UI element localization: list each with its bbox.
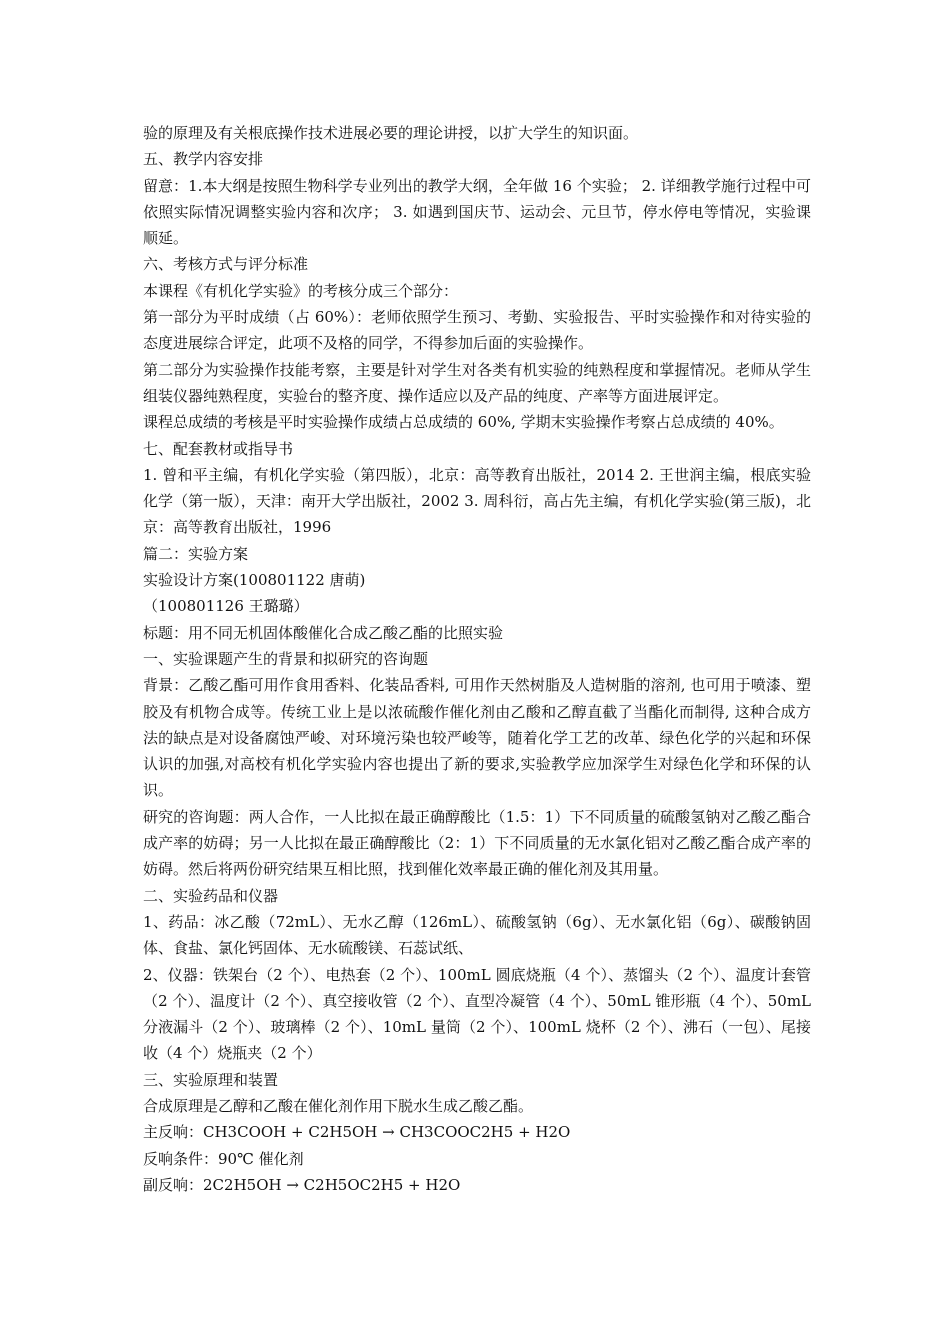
section-heading-background: 一、实验课题产生的背景和拟研究的咨询题 [143, 649, 429, 668]
textbook-list: 1. 曾和平主编，有机化学实验（第四版），北京：高等教育出版社，2014 2. 王世润主编，根底实验化学（第一版），天津：南开大学出版社，2002 3. 周科衍，高占先主编，有机化学实验(第三版)，北京：高等教育出版社，1996 [143, 465, 811, 537]
assessment-intro: 本课程《有机化学实验》的考核分成三个部分： [143, 281, 459, 300]
note-paragraph: 留意：1.本大纲是按照生物科学专业列出的教学大纲，全年做 16 个实验； 2. 详细教学施行过程中可依照实际情况调整实验内容和次序； 3. 如遇到国庆节、运动会、元旦节，停水停电等情况，实验课顺延。 [143, 176, 811, 248]
section-heading-textbooks: 七、配套教材或指导书 [143, 439, 294, 458]
section-heading-teaching-content: 五、教学内容安排 [143, 150, 264, 169]
reaction-conditions: 反响条件：90℃ 催化剂 [143, 1149, 304, 1168]
main-reaction: 主反响：CH3COOH + C2H5OH → CH3COOC2H5 + H2O [143, 1123, 571, 1142]
section-heading-assessment: 六、考核方式与评分标准 [143, 255, 309, 274]
synthesis-principle: 合成原理是乙醇和乙酸在催化剂作用下脱水生成乙酸乙酯。 [143, 1096, 534, 1115]
design-author-one: 实验设计方案(100801122 唐萌) [143, 571, 366, 590]
assessment-total: 课程总成绩的考核是平时实验操作成绩占总成绩的 60%, 学期末实验操作考察占总成绩的 40%。 [143, 413, 784, 432]
assessment-part-two: 第二部分为实验操作技能考察，主要是针对学生对各类有机实验的纯熟程度和掌握情况。老师从学生组装仪器纯熟程度，实验台的整齐度、操作适应以及产品的纯度、产率等方面进展评定。 [143, 360, 811, 405]
part-two-title: 篇二：实验方案 [143, 544, 249, 563]
instruments-list: 2、仪器：铁架台（2 个）、电热套（2 个）、100mL 圆底烧瓶（4 个）、蒸馏头（2 个）、温度计套管（2 个）、温度计（2 个）、真空接收管（2 个）、直型冷凝管（4 个）、50mL 锥形瓶（4 个）、50mL 分液漏斗（2 个）、玻璃棒（2 个）、10mL 量筒（2 个）、100mL 烧杯（2 个）、沸石（一包）、尾接收（4 个）烧瓶夹（2 个） [143, 965, 811, 1063]
intro-paragraph: 验的原理及有关根底操作技术进展必要的理论讲授，以扩大学生的知识面。 [143, 124, 639, 142]
section-heading-reagents: 二、实验药品和仪器 [143, 886, 279, 905]
document-page [143, 120, 811, 1198]
section-heading-principle: 三、实验原理和装置 [143, 1070, 279, 1089]
experiment-title: 标题：用不同无机固体酸催化合成乙酸乙酯的比照实验 [143, 623, 504, 642]
research-question-paragraph: 研究的咨询题：两人合作，一人比拟在最正确醇酸比（1.5：1）下不同质量的硫酸氢钠对乙酸乙酯合成产率的妨碍；另一人比拟在最正确醇酸比（2：1）下不同质量的无水氯化铝对乙酸乙酯合成产率的妨碍。然后将两份研究结果互相比照，找到催化效率最正确的催化剂及其用量。 [143, 807, 811, 879]
background-paragraph: 背景：乙酸乙酯可用作食用香料、化装品香料, 可用作天然树脂及人造树脂的溶剂, 也可用于喷漆、塑胶及有机物合成等。传统工业上是以浓硫酸作催化剂由乙酸和乙醇直截了当酯化而制得, 这种合成方法的缺点是对设备腐蚀严峻、对环境污染也较严峻等，随着化学工艺的改革、绿色化学的兴起和环保认识的加强,对高校有机化学实验内容也提出了新的要求,实验教学应加深学生对绿色化学和环保的认识。 [143, 676, 811, 800]
side-reaction: 副反响：2C2H5OH → C2H5OC2H5 + H2O [143, 1175, 461, 1194]
assessment-part-one: 第一部分为平时成绩（占 60%）：老师依照学生预习、考勤、实验报告、平时实验操作和对待实验的态度进展综合评定，此项不及格的同学，不得参加后面的实验操作。 [143, 308, 811, 353]
design-author-two: （100801126 王璐璐） [143, 597, 309, 616]
reagents-list: 1、药品：冰乙酸（72mL）、无水乙醇（126mL）、硫酸氢钠（6g）、无水氯化铝（6g）、碳酸钠固体、食盐、氯化钙固体、无水硫酸镁、石蕊试纸、 [143, 912, 811, 958]
